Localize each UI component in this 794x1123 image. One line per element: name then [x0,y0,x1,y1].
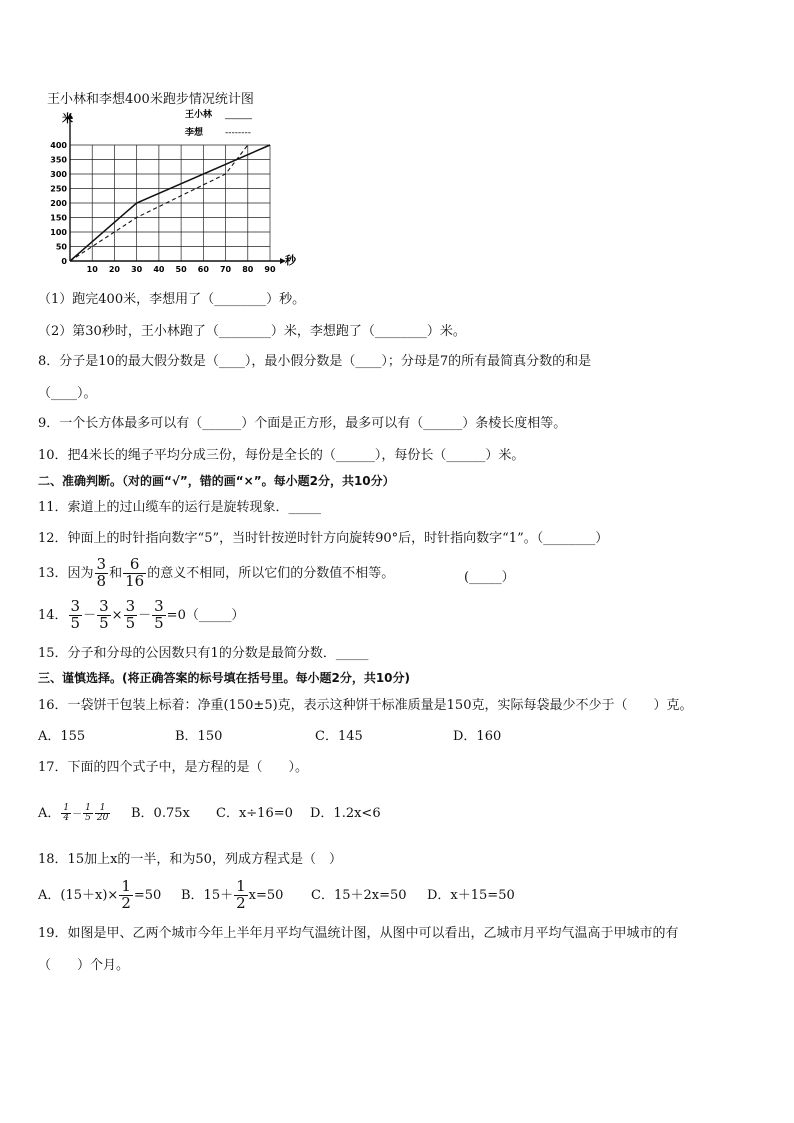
y-axis-label: 米 [62,112,73,125]
question-8-cont: （____）。 [38,386,97,401]
y-tick-label: 400 [50,141,67,150]
option-c: C．15＋2x=50 [311,888,407,903]
question-16-options [38,729,501,745]
y-tick-label: 50 [55,242,67,252]
y-tick-label: 0 [61,257,67,266]
legend-wang-label: 王小林 [185,110,213,120]
question-19-cont: （ ）个月。 [38,958,130,973]
chart-title: 王小林和李想400米跑步情况统计图 [47,92,254,107]
question-19: 19．如图是甲、乙两个城市今年上半年月平均气温统计图，从图中可以看出，乙城市月平均气温高于甲城市的有 [38,926,679,941]
question-10: 10．把4米长的绳子平均分成三份，每份是全长的（______），每份长（______）米。 [38,448,525,463]
x-axis-label: 秒 [285,254,296,267]
legend-wang-mark: ______ [225,110,252,120]
option-b: B．15＋ $\frac{1}{2}$ x=50 [181,877,284,912]
y-tick-label: 200 [50,199,67,208]
section-3-heading: 三、谨慎选择。(将正确答案的标号填在括号里。每小题2分，共10分) [38,671,411,685]
fraction-3-5: $\frac{3}{5}$ [154,597,164,632]
question-17: 17．下面的四个式子中，是方程的是（ ）。 [38,760,309,775]
option-c: C．x÷16=0 [216,806,293,821]
question-11: 11．索道上的过山缆车的运行是旋转现象．_____ [38,500,322,515]
option-b: B．0.75x [131,806,190,821]
option-b: B．150 [175,729,223,744]
question-13: 13．因为 $\frac{3}{8}$ 和 $\frac{6}{16}$ 的意义不相同，所以它们的分数值不相等。 [38,555,395,590]
running-chart [40,104,300,274]
question-12: 12．钟面上的时针指向数字“5”，当时针按逆时针方向旋转90°后，时针指向数字“1”。（________） [38,531,609,546]
question-18: 18．15加上x的一半，和为50，列成方程式是（ ） [38,852,342,867]
y-tick-label: 300 [50,170,67,179]
question-8: 8．分子是10的最大假分数是（____），最小假分数是（____）；分母是7的所有最简真分数的和是 [38,354,592,369]
option-c: C．145 [315,729,363,744]
legend-li-label: 李想 [185,128,204,138]
question-9: 9．一个长方体最多可以有（______）个面是正方形，最多可以有（______）条棱长度相等。 [38,416,567,431]
fraction-6-16: $\frac{6}{16}$ [125,555,145,590]
x-tick-label: 80 [242,265,254,274]
fraction-3-5: $\frac{3}{5}$ [70,597,81,632]
question-7-2: （2）第30秒时，王小林跑了（________）米，李想跑了（________）米。 [38,324,466,339]
question-7-1: （1）跑完400米，李想用了（________）秒。 [38,292,306,307]
question-18-options [38,878,515,914]
y-tick-label: 350 [50,155,67,165]
x-tick-label: 70 [219,265,232,274]
fraction-3-5: $\frac{3}{5}$ [125,597,136,632]
option-a: A． $\frac{1}{4}$ － $\frac{1}{5}$ $\frac{1}{20}$ [38,802,109,823]
question-17-options [38,798,381,831]
option-a: A．(15＋x)× $\frac{1}{2}$ =50 [38,877,162,912]
question-15: 15．分子和分母的公因数只有1的分数是最简分数．_____ [38,646,369,661]
option-d: D．160 [453,729,502,744]
x-tick-label: 20 [108,265,121,274]
question-16: 16．一袋饼干包装上标着：净重(150±5)克，表示这种饼干标准质量是150克，实际每袋最少不少于（ ）克。 [38,698,693,713]
x-tick-label: 10 [86,265,98,274]
option-a: A．155 [38,729,86,744]
fraction-3-8: $\frac{3}{8}$ [96,555,107,590]
y-tick-label: 250 [50,184,67,194]
section-2-heading: 二、准确判断。（对的画“√”，错的画“×”。每小题2分，共10分） [38,474,395,488]
option-d: D．x＋15=50 [427,888,515,903]
y-tick-label: 150 [50,213,67,223]
fraction-3-5: $\frac{3}{5}$ [99,597,109,632]
x-tick-label: 40 [153,265,165,274]
x-tick-label: 50 [175,265,187,274]
x-tick-label: 60 [197,265,209,274]
question-14: 14． $\frac{3}{5}$ － $\frac{3}{5}$ × $\frac{3}{5}$ － $\frac{3}{5}$ =0（_____） [38,597,245,632]
legend-li-mark: -------- [225,128,251,138]
x-tick-label: 90 [264,265,276,274]
x-tick-label: 30 [131,265,143,274]
option-d: D．1.2x<6 [310,806,381,821]
y-tick-label: 100 [50,228,67,237]
question-13-blank: (_____） [464,570,515,585]
